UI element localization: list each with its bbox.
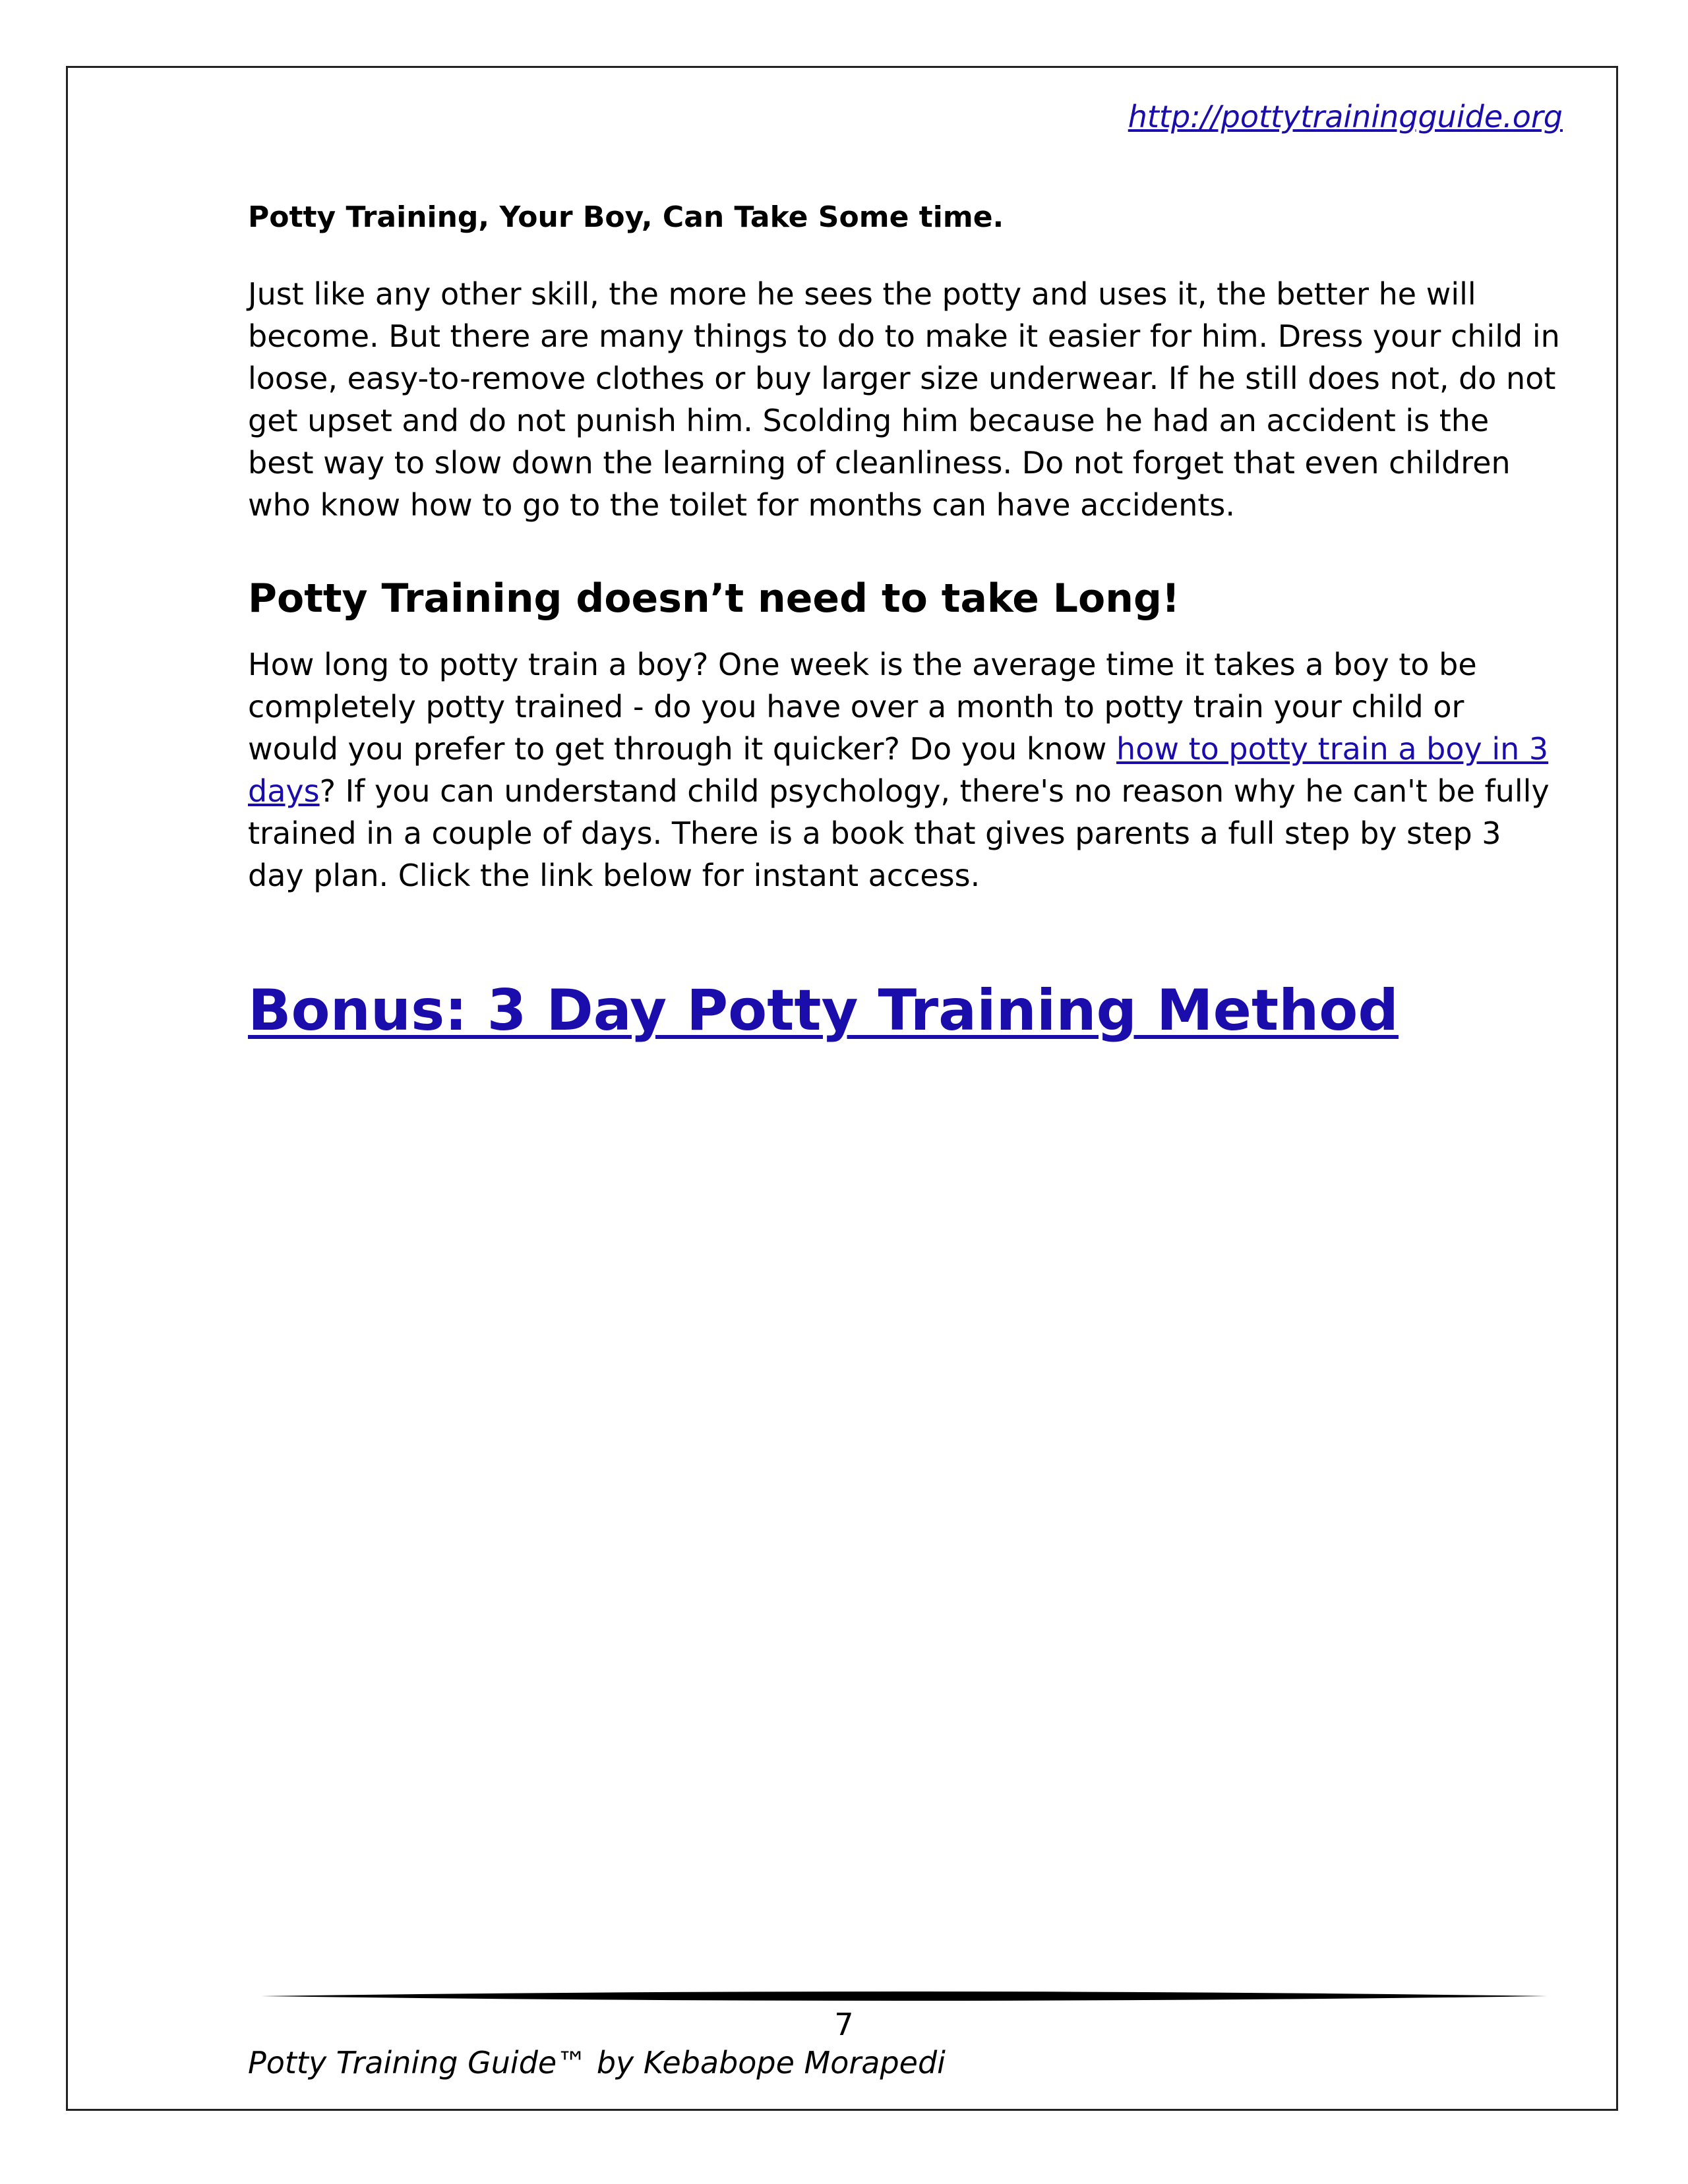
bonus-method-link[interactable]: Bonus: 3 Day Potty Training Method	[248, 978, 1399, 1044]
section-subheading: Potty Training, Your Boy, Can Take Some time.	[248, 200, 1004, 234]
footer-credit: Potty Training Guide™ by Kebabope Morapedi	[248, 2045, 946, 2081]
section-paragraph-1: Just like any other skill, the more he sees the potty and uses it, the better he will become. But there are many things to do to make it easier for him. Dress your child in loose, easy-to-remove clothes or buy larger size underwear. If he still does not, do not get upset and do not punish him. Scolding him because he had an accident is the best way to slow down the learning of cleanliness. Do not forget that even children who know how to go to the toilet for months can have accidents.	[248, 276, 1560, 523]
paragraph-text-after-link: ? If you can understand child psychology, there's no reason why he can't be fully trained in a couple of days. There is a book that gives parents a full step by step 3 day plan. Click the link below for instant access.	[248, 773, 1550, 893]
section-heading: Potty Training doesn’t need to take Long!	[248, 576, 1180, 622]
section-paragraph-2	[248, 643, 1560, 897]
paragraph-text-before-link: How long to potty train a boy? One week is the average time it takes a boy to be completely potty trained - do you have over a month to potty train your child or would you prefer to get through it quicker? Do you know	[248, 647, 1477, 767]
header-site-link[interactable]: http://pottytrainingguide.org	[1128, 99, 1563, 134]
footer-divider	[261, 1988, 1547, 2004]
three-day-training-link[interactable]: how to potty train a boy in 3 days	[248, 731, 1549, 809]
main-content	[248, 198, 1560, 1047]
page-number: 7	[834, 2007, 854, 2042]
